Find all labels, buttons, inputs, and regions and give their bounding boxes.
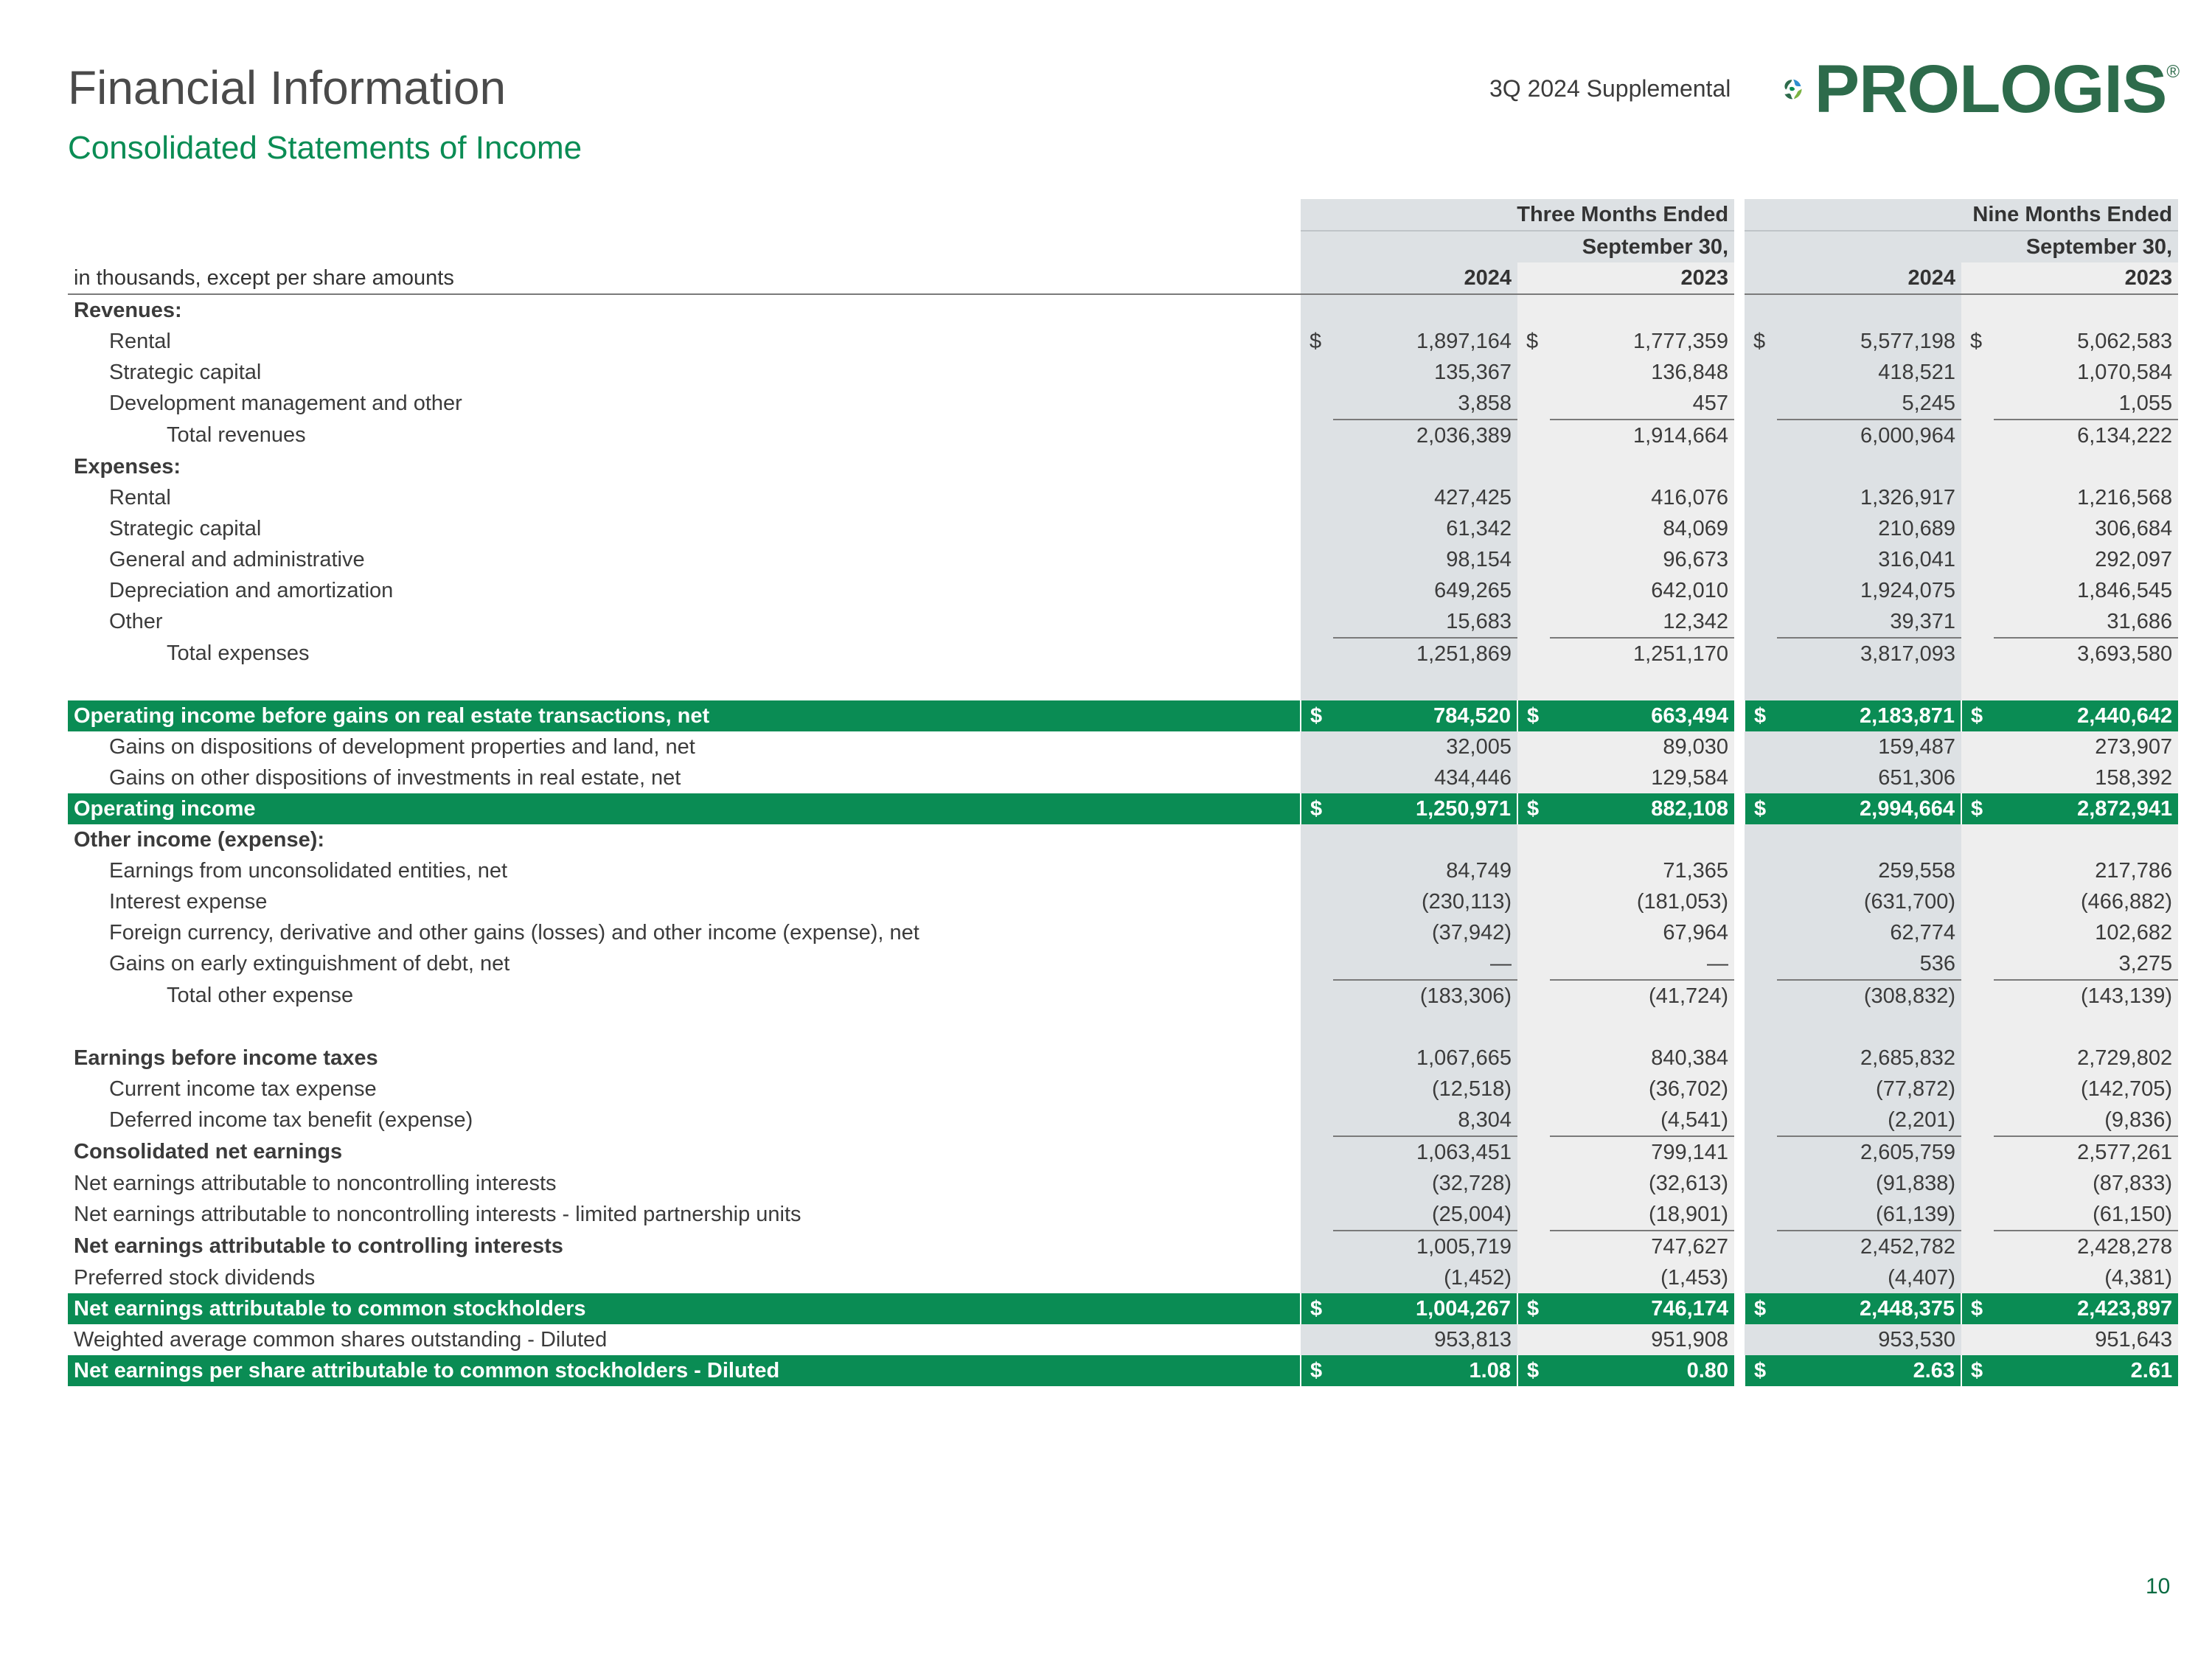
value-cell: (2,201): [1777, 1105, 1961, 1136]
currency-sign: $: [1517, 700, 1550, 731]
row-label: Development management and other: [109, 392, 462, 415]
supplemental-label: 3Q 2024 Supplemental: [1489, 75, 1731, 102]
period-three-months-line2: September 30,: [1517, 231, 1734, 262]
value-cell: 2,428,278: [1994, 1231, 2178, 1262]
value-cell: (4,541): [1550, 1105, 1734, 1136]
value-cell: —: [1550, 948, 1734, 980]
row-pref: [68, 1262, 2178, 1293]
value-cell: 784,520: [1333, 700, 1517, 731]
value-cell: (61,150): [1994, 1199, 2178, 1231]
value-cell: 3,275: [1994, 948, 2178, 980]
value-cell: (12,518): [1333, 1074, 1517, 1105]
prologis-logo: [1781, 46, 2180, 133]
row-label: Deferred income tax benefit (expense): [109, 1108, 473, 1132]
row-exp-rental: [68, 482, 2178, 513]
value-cell: 32,005: [1333, 731, 1517, 762]
row-label: Operating income: [68, 793, 1301, 824]
value-cell: 2,452,782: [1777, 1231, 1961, 1262]
row-nci: [68, 1168, 2178, 1199]
value-cell: 1,005,719: [1333, 1231, 1517, 1262]
year-header-row: [68, 262, 2178, 294]
period-three-months-line1: Three Months Ended: [1301, 199, 1734, 231]
value-cell: 536: [1777, 948, 1961, 980]
period-nine-months-line2: September 30,: [1961, 231, 2178, 262]
row-nci-lp: [68, 1199, 2178, 1231]
value-cell: 8,304: [1333, 1105, 1517, 1136]
value-cell: 1,063,451: [1333, 1136, 1517, 1168]
value-cell: 102,682: [1994, 917, 2178, 948]
value-cell: 2,577,261: [1994, 1136, 2178, 1168]
currency-sign: $: [1517, 1293, 1550, 1324]
row-label: Gains on other dispositions of investments in real estate, net: [109, 765, 681, 790]
row-oi-fx: [68, 917, 2178, 948]
value-cell: 1,070,584: [1994, 357, 2178, 388]
row-label: Revenues:: [74, 298, 182, 322]
row-ebt: [68, 1043, 2178, 1074]
row-label: Net earnings attributable to common stockholders: [68, 1293, 1301, 1324]
currency-sign: $: [1517, 1355, 1550, 1386]
row-label: Consolidated net earnings: [74, 1140, 343, 1164]
value-cell: (308,832): [1777, 980, 1961, 1012]
value-cell: 3,858: [1333, 388, 1517, 420]
currency-sign: $: [1301, 1293, 1333, 1324]
row-cne: [68, 1136, 2178, 1168]
currency-sign: $: [1301, 326, 1333, 357]
value-cell: (181,053): [1550, 886, 1734, 917]
value-cell: 663,494: [1550, 700, 1734, 731]
value-cell: 642,010: [1550, 575, 1734, 606]
value-cell: 5,062,583: [1994, 326, 2178, 357]
row-rev-total: [68, 420, 2178, 451]
value-cell: (631,700): [1777, 886, 1961, 917]
value-cell: 418,521: [1777, 357, 1961, 388]
row-gains-other: [68, 762, 2178, 793]
value-cell: 416,076: [1550, 482, 1734, 513]
value-cell: 1,251,170: [1550, 638, 1734, 669]
value-cell: (1,452): [1333, 1262, 1517, 1293]
value-cell: 953,530: [1777, 1324, 1961, 1355]
row-rev-dev: [68, 388, 2178, 420]
value-cell: 259,558: [1777, 855, 1961, 886]
value-cell: (37,942): [1333, 917, 1517, 948]
value-cell: 306,684: [1994, 513, 2178, 544]
row-label: Expenses:: [74, 454, 181, 479]
row-rev-header: [68, 294, 2178, 326]
value-cell: 129,584: [1550, 762, 1734, 793]
value-cell: 2.61: [1994, 1355, 2178, 1386]
row-label: Gains on early extinguishment of debt, net: [109, 952, 510, 975]
value-cell: 746,174: [1550, 1293, 1734, 1324]
value-cell: 951,643: [1994, 1324, 2178, 1355]
row-shares: [68, 1324, 2178, 1355]
row-rev-strategic: [68, 357, 2178, 388]
value-cell: 1,055: [1994, 388, 2178, 420]
value-cell: 2,183,871: [1777, 700, 1961, 731]
logo-wordmark: PROLOGIS: [1814, 52, 2167, 127]
row-oi-total: [68, 980, 2178, 1012]
row-exp-header: [68, 451, 2178, 482]
period-header-row: [68, 199, 2178, 231]
row-label: Rental: [109, 329, 171, 353]
value-cell: 1,216,568: [1994, 482, 2178, 513]
value-cell: 136,848: [1550, 357, 1734, 388]
row-label: Preferred stock dividends: [74, 1265, 316, 1290]
currency-sign: $: [1745, 700, 1777, 731]
value-cell: 1,251,869: [1333, 638, 1517, 669]
currency-sign: $: [1301, 793, 1333, 824]
row-label: Interest expense: [109, 889, 268, 914]
value-cell: 2,448,375: [1777, 1293, 1961, 1324]
row-label: Weighted average common shares outstanding - Diluted: [74, 1327, 608, 1352]
row-label: Total other expense: [167, 984, 354, 1007]
row-label: Strategic capital: [109, 516, 262, 540]
value-cell: 2,685,832: [1777, 1043, 1961, 1074]
value-cell: (32,613): [1550, 1168, 1734, 1199]
value-cell: 2.63: [1777, 1355, 1961, 1386]
value-cell: 427,425: [1333, 482, 1517, 513]
currency-sign: $: [1301, 1355, 1333, 1386]
value-cell: 67,964: [1550, 917, 1734, 948]
row-label: Gains on dispositions of development properties and land, net: [109, 734, 695, 759]
blank-row: [68, 669, 2178, 700]
row-common: [68, 1293, 2178, 1324]
value-cell: 1,846,545: [1994, 575, 2178, 606]
unit-label: in thousands, except per share amounts: [68, 262, 1301, 294]
currency-sign: $: [1517, 326, 1550, 357]
row-exp-da: [68, 575, 2178, 606]
value-cell: (230,113): [1333, 886, 1517, 917]
row-eps: [68, 1355, 2178, 1386]
value-cell: 158,392: [1994, 762, 2178, 793]
row-label: Net earnings attributable to noncontrolling interests - limited partnership units: [74, 1203, 801, 1226]
value-cell: (61,139): [1777, 1199, 1961, 1231]
value-cell: 882,108: [1550, 793, 1734, 824]
value-cell: 3,693,580: [1994, 638, 2178, 669]
value-cell: 1,777,359: [1550, 326, 1734, 357]
row-label: Net earnings attributable to noncontrolling interests: [74, 1171, 557, 1195]
value-cell: 2,423,897: [1994, 1293, 2178, 1324]
value-cell: 273,907: [1994, 731, 2178, 762]
value-cell: 6,134,222: [1994, 420, 2178, 451]
value-cell: 2,994,664: [1777, 793, 1961, 824]
row-label: Other: [109, 610, 163, 633]
value-cell: 1,924,075: [1777, 575, 1961, 606]
value-cell: 210,689: [1777, 513, 1961, 544]
value-cell: 1.08: [1333, 1355, 1517, 1386]
year-q-2024: 2024: [1301, 262, 1517, 294]
row-label: Other income (expense):: [74, 827, 325, 852]
value-cell: 89,030: [1550, 731, 1734, 762]
row-label: Earnings from unconsolidated entities, net: [109, 858, 508, 883]
value-cell: 434,446: [1333, 762, 1517, 793]
currency-sign: $: [1517, 793, 1550, 824]
value-cell: 5,245: [1777, 388, 1961, 420]
value-cell: (41,724): [1550, 980, 1734, 1012]
year-ytd-2024: 2024: [1745, 262, 1961, 294]
value-cell: (32,728): [1333, 1168, 1517, 1199]
value-cell: 3,817,093: [1777, 638, 1961, 669]
page-subtitle: Consolidated Statements of Income: [68, 130, 582, 166]
value-cell: (18,901): [1550, 1199, 1734, 1231]
row-label: Foreign currency, derivative and other gains (losses) and other income (expense), net: [109, 920, 919, 945]
row-label: Current income tax expense: [109, 1077, 377, 1101]
row-exp-strategic: [68, 513, 2178, 544]
value-cell: 5,577,198: [1777, 326, 1961, 357]
value-cell: (9,836): [1994, 1105, 2178, 1136]
value-cell: 457: [1550, 388, 1734, 420]
row-label: Total revenues: [167, 423, 306, 447]
currency-sign: $: [1745, 1293, 1777, 1324]
row-oi-debt: [68, 948, 2178, 980]
row-label: Operating income before gains on real estate transactions, net: [68, 700, 1301, 731]
currency-sign: $: [1745, 326, 1777, 357]
period-subheader-row: [68, 231, 2178, 262]
row-ci: [68, 1231, 2178, 1262]
value-cell: 2,729,802: [1994, 1043, 2178, 1074]
value-cell: 71,365: [1550, 855, 1734, 886]
period-nine-months-line1: Nine Months Ended: [1745, 199, 2178, 231]
value-cell: 84,069: [1550, 513, 1734, 544]
value-cell: 2,440,642: [1994, 700, 2178, 731]
row-label: Net earnings attributable to controlling interests: [74, 1234, 563, 1258]
page-title: Financial Information: [68, 61, 507, 114]
row-rev-rental: [68, 326, 2178, 357]
value-cell: 61,342: [1333, 513, 1517, 544]
row-label: Rental: [109, 485, 171, 509]
row-tax-deferred: [68, 1105, 2178, 1136]
value-cell: (91,838): [1777, 1168, 1961, 1199]
value-cell: 649,265: [1333, 575, 1517, 606]
value-cell: 1,067,665: [1333, 1043, 1517, 1074]
row-label: Net earnings per share attributable to common stockholders - Diluted: [68, 1355, 1301, 1386]
value-cell: 159,487: [1777, 731, 1961, 762]
value-cell: 217,786: [1994, 855, 2178, 886]
value-cell: 951,908: [1550, 1324, 1734, 1355]
row-gains-dev: [68, 731, 2178, 762]
row-exp-ga: [68, 544, 2178, 575]
value-cell: 747,627: [1550, 1231, 1734, 1262]
currency-sign: $: [1961, 326, 1994, 357]
value-cell: 62,774: [1777, 917, 1961, 948]
blank-row: [68, 1012, 2178, 1043]
value-cell: 6,000,964: [1777, 420, 1961, 451]
value-cell: 840,384: [1550, 1043, 1734, 1074]
value-cell: 15,683: [1333, 606, 1517, 638]
row-oi-uncons: [68, 855, 2178, 886]
value-cell: 1,326,917: [1777, 482, 1961, 513]
value-cell: 2,605,759: [1777, 1136, 1961, 1168]
value-cell: 1,250,971: [1333, 793, 1517, 824]
value-cell: (183,306): [1333, 980, 1517, 1012]
income-statement-table: [68, 199, 2178, 1386]
currency-sign: $: [1961, 1355, 1994, 1386]
row-exp-other: [68, 606, 2178, 638]
currency-sign: $: [1961, 1293, 1994, 1324]
row-label: Earnings before income taxes: [74, 1046, 378, 1070]
value-cell: (466,882): [1994, 886, 2178, 917]
value-cell: 0.80: [1550, 1355, 1734, 1386]
year-q-2023: 2023: [1517, 262, 1734, 294]
currency-sign: $: [1961, 793, 1994, 824]
value-cell: 2,036,389: [1333, 420, 1517, 451]
globe-logo-icon: [1781, 48, 1803, 131]
value-cell: —: [1333, 948, 1517, 980]
value-cell: 799,141: [1550, 1136, 1734, 1168]
value-cell: (25,004): [1333, 1199, 1517, 1231]
value-cell: 31,686: [1994, 606, 2178, 638]
value-cell: 651,306: [1777, 762, 1961, 793]
value-cell: 98,154: [1333, 544, 1517, 575]
value-cell: 12,342: [1550, 606, 1734, 638]
value-cell: 953,813: [1333, 1324, 1517, 1355]
row-op-income: [68, 793, 2178, 824]
row-exp-total: [68, 638, 2178, 669]
value-cell: 39,371: [1777, 606, 1961, 638]
row-op-before: [68, 700, 2178, 731]
value-cell: 1,914,664: [1550, 420, 1734, 451]
value-cell: (142,705): [1994, 1074, 2178, 1105]
value-cell: 96,673: [1550, 544, 1734, 575]
value-cell: (4,407): [1777, 1262, 1961, 1293]
value-cell: 2,872,941: [1994, 793, 2178, 824]
currency-sign: $: [1745, 1355, 1777, 1386]
value-cell: 292,097: [1994, 544, 2178, 575]
value-cell: (4,381): [1994, 1262, 2178, 1293]
year-ytd-2023: 2023: [1961, 262, 2178, 294]
value-cell: 1,004,267: [1333, 1293, 1517, 1324]
value-cell: 1,897,164: [1333, 326, 1517, 357]
row-label: Depreciation and amortization: [109, 578, 394, 602]
value-cell: 135,367: [1333, 357, 1517, 388]
row-oi-interest: [68, 886, 2178, 917]
currency-sign: $: [1961, 700, 1994, 731]
row-oi-header: [68, 824, 2178, 855]
value-cell: (1,453): [1550, 1262, 1734, 1293]
row-label: Total expenses: [167, 641, 310, 665]
value-cell: (77,872): [1777, 1074, 1961, 1105]
registered-mark: ®: [2166, 62, 2180, 82]
value-cell: (36,702): [1550, 1074, 1734, 1105]
currency-sign: $: [1301, 700, 1333, 731]
page-number: 10: [2146, 1574, 2171, 1599]
value-cell: 316,041: [1777, 544, 1961, 575]
currency-sign: $: [1745, 793, 1777, 824]
value-cell: (87,833): [1994, 1168, 2178, 1199]
row-tax-current: [68, 1074, 2178, 1105]
row-label: General and administrative: [109, 547, 365, 571]
row-label: Strategic capital: [109, 360, 262, 384]
value-cell: (143,139): [1994, 980, 2178, 1012]
value-cell: 84,749: [1333, 855, 1517, 886]
